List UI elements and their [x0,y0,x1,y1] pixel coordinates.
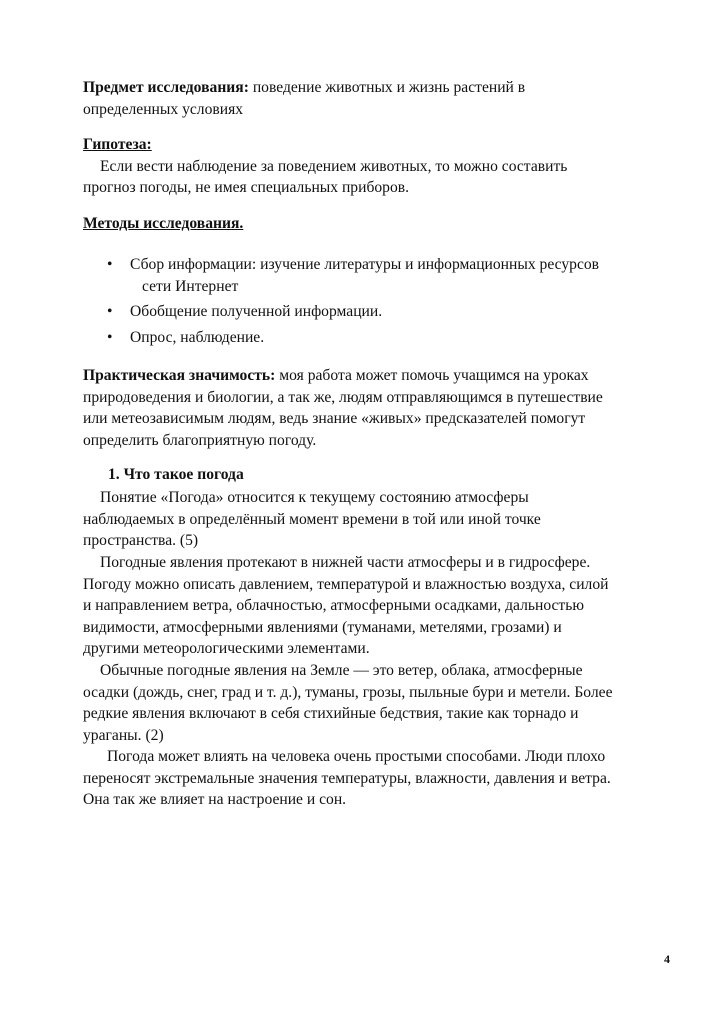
text-line: пространства. (5) [83,532,199,549]
bullet-icon: • [107,256,113,273]
practical-paragraph [83,365,673,451]
text-line: переносят экстремальные значения температуры, влажности, давления и ветра. [83,769,611,787]
text-line: Погодные явления протекают в нижней части атмосферы и в гидросфере. [100,554,591,571]
list-item-text-2: сети Интернет [142,277,239,295]
text-line: наблюдаемых в определённый момент времени в той или иной точке [83,510,541,528]
practical-text-3: или метеозависимым людям, ведь знание «живых» предсказателей помогут [83,410,586,427]
subject-line-1 [83,77,673,99]
subject-label: Предмет исследования: [83,79,249,96]
section-paragraph-3 [83,660,673,746]
text-line: ураганы. (2) [83,726,164,744]
section-paragraph-1 [83,487,673,552]
list-item-text-1: Опрос, наблюдение. [130,328,265,346]
methods-heading [83,213,673,235]
list-item [83,327,673,349]
methods-label: Методы исследования. [83,215,244,232]
section-paragraph-4 [83,746,673,811]
practical-label: Практическая значимость: [83,367,276,384]
practical-text-1: моя работа может помочь учащимся на уроках [275,367,589,384]
list-item [83,301,673,323]
bullet-icon: • [107,328,113,346]
text-line: Погоду можно описать давлением, температурой и влажностью воздуха, силой [83,575,609,593]
text-line: видимости, атмосферными явлениями (туманами, метелями, грозами) и [83,618,562,636]
text-line: другими метеорологическими элементами. [83,640,370,657]
hypothesis-label: Гипотеза: [83,136,152,153]
text-line: Понятие «Погода» относится к текущему состоянию атмосферы [100,489,529,506]
hypothesis-paragraph [83,134,673,199]
section-heading: 1. Что такое погода [108,466,244,483]
text-line: Она так же влияет на настроение и сон. [83,791,347,808]
text-line: и направлением ветра, облачностью, атмосферными осадками, дальностью [83,597,584,614]
list-item [83,254,673,297]
practical-text-2: природоведения и биологии, а так же, людям отправляющимся в путешествие [83,388,603,406]
bullet-icon: • [107,303,113,320]
subject-line-2: определенных условиях [83,100,244,118]
list-item-text-1: Обобщение полученной информации. [130,303,383,320]
text-line: Погода может влиять на человека очень простыми способами. Люди плохо [107,748,606,765]
list-item-text-1: Сбор информации: изучение литературы и информационных ресурсов [130,256,600,273]
text-line: осадки (дождь, снег, град и т. д.), туманы, грозы, пыльные бури и метели. Более [83,683,613,701]
hypothesis-text-1: Если вести наблюдение за поведением животных, то можно составить [100,157,568,175]
page-number: 4 [664,952,670,966]
hypothesis-text-2: прогноз погоды, не имея специальных приборов. [83,179,410,196]
subject-paragraph [83,77,673,120]
text-line: Обычные погодные явления на Земле — это ветер, облака, атмосферные [100,662,583,679]
subject-text-1: поведение животных и жизнь растений в [248,79,526,96]
text-line: редкие явления включают в себя стихийные бедствия, такие как торнадо и [83,705,579,722]
section-paragraph-2 [83,552,673,660]
methods-list [83,254,673,352]
practical-text-4: определить благоприятную погоду. [83,431,317,449]
